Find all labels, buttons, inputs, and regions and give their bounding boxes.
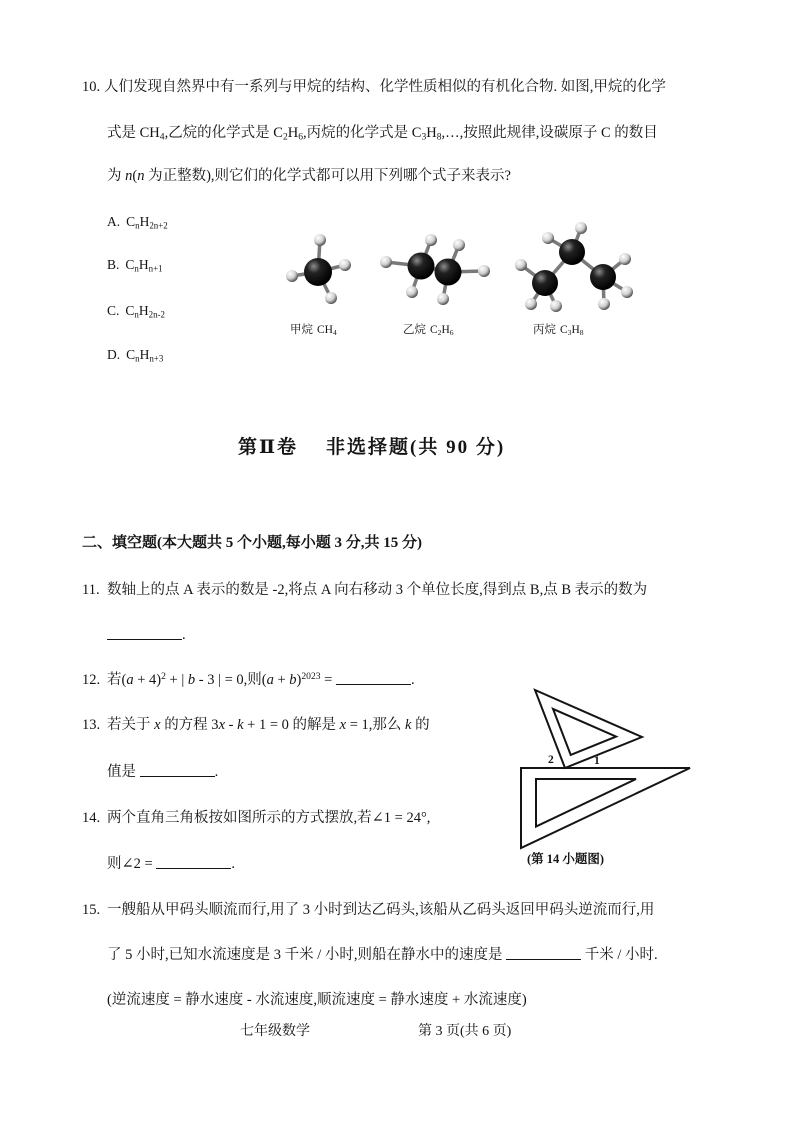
subscript: n bbox=[134, 309, 139, 320]
answer-blank bbox=[336, 670, 411, 685]
text-run: - bbox=[225, 717, 238, 733]
lower-set-square-hole bbox=[536, 779, 636, 827]
subscript: 2n+2 bbox=[149, 220, 168, 231]
carbon-atom bbox=[304, 258, 332, 286]
subscript: 8 bbox=[436, 131, 442, 143]
math-variable: k bbox=[405, 717, 412, 733]
q13-number: 13. bbox=[82, 717, 101, 733]
q10-line-2 bbox=[107, 123, 658, 143]
molecule-name: 甲烷 bbox=[290, 324, 313, 336]
q13-line-1 bbox=[107, 715, 430, 735]
carbon-atom bbox=[435, 259, 462, 286]
subscript: 6 bbox=[449, 328, 454, 338]
subscript: 6 bbox=[298, 131, 304, 143]
q12-text bbox=[107, 672, 336, 688]
q12-line-1 bbox=[107, 670, 415, 690]
superscript: 2023 bbox=[301, 671, 321, 683]
subscript: n+3 bbox=[149, 353, 164, 364]
subscript: 3 bbox=[421, 131, 427, 143]
q11-line-1: 数轴上的点 A 表示的数是 -2,将点 A 向右移动 3 个单位长度,得到点 B,点 B 表示的数为 bbox=[107, 582, 648, 598]
text-run: 为 bbox=[107, 168, 126, 184]
hydrogen-atom bbox=[380, 256, 392, 268]
hydrogen-atom bbox=[550, 300, 562, 312]
text-run: CH bbox=[317, 324, 333, 336]
q12-number: 12. bbox=[82, 672, 101, 688]
q14-line-2 bbox=[107, 854, 235, 874]
option-formula bbox=[125, 303, 165, 318]
lower-set-square bbox=[521, 768, 690, 848]
q13-text: 值是 bbox=[107, 764, 140, 780]
math-variable: b bbox=[187, 672, 196, 688]
subscript: n+1 bbox=[148, 263, 163, 274]
carbon-atom bbox=[590, 264, 616, 290]
q10-option-b bbox=[107, 255, 163, 275]
answer-blank bbox=[156, 854, 231, 869]
text-run: C bbox=[430, 324, 438, 336]
part-ii-heading bbox=[238, 435, 505, 461]
math-variable: n bbox=[137, 168, 145, 184]
text-run: C bbox=[560, 324, 568, 336]
carbon-atom bbox=[559, 239, 585, 265]
text-run: 的 bbox=[411, 717, 430, 733]
text-run: C bbox=[125, 257, 135, 272]
carbon-atom bbox=[532, 270, 558, 296]
text-run: 若( bbox=[107, 672, 127, 688]
q14-figure-caption: (第 14 小题图) bbox=[527, 852, 605, 866]
angle-1-label: 1 bbox=[594, 755, 600, 767]
q15-line-3: (逆流速度 = 静水速度 - 水流速度,顺流速度 = 静水速度 + 水流速度) bbox=[107, 992, 527, 1008]
carbon-atom bbox=[408, 253, 435, 280]
hydrogen-atom bbox=[286, 270, 298, 282]
hydrogen-atom bbox=[515, 259, 527, 271]
q14-line-1: 两个直角三角板按如图所示的方式摆放,若∠1 = 24°, bbox=[107, 810, 431, 826]
text-run: ( bbox=[132, 168, 138, 184]
molecule-formula bbox=[317, 324, 337, 336]
option-formula bbox=[126, 347, 163, 362]
hydrogen-atom bbox=[542, 232, 554, 244]
methane-model bbox=[286, 234, 351, 304]
hydrogen-atom bbox=[453, 239, 465, 251]
hydrogen-atom bbox=[478, 265, 490, 277]
text-run: C bbox=[126, 347, 136, 362]
option-letter: C. bbox=[107, 303, 120, 318]
math-variable: a bbox=[266, 672, 274, 688]
q10-option-a bbox=[107, 212, 168, 232]
text-run: = 1,那么 bbox=[346, 717, 406, 733]
subscript: n bbox=[135, 220, 140, 231]
subscript: 4 bbox=[332, 328, 337, 338]
q10-number: 10. bbox=[82, 79, 101, 95]
hydrogen-atom bbox=[575, 222, 587, 234]
text-run: H bbox=[138, 303, 149, 318]
footer-page-number: 第 3 页(共 6 页) bbox=[418, 1024, 512, 1039]
molecule-formula bbox=[560, 324, 584, 336]
q10-line-3 bbox=[107, 166, 511, 186]
subscript: 3 bbox=[567, 328, 572, 338]
text-run: C bbox=[126, 214, 136, 229]
q12-end: . bbox=[410, 672, 415, 688]
text-run: H bbox=[139, 347, 150, 362]
text-run: + 4) bbox=[133, 672, 162, 688]
answer-blank bbox=[506, 945, 581, 960]
option-letter: B. bbox=[107, 257, 120, 272]
math-variable: k bbox=[237, 717, 244, 733]
q11-line-2 bbox=[107, 625, 186, 645]
q14-number: 14. bbox=[82, 810, 101, 826]
hydrogen-atom bbox=[425, 234, 437, 246]
text-run: 为正整数),则它们的化学式都可以用下列哪个式子来表示? bbox=[144, 168, 511, 184]
hydrogen-atom bbox=[619, 253, 631, 265]
q15-line-1: 一艘船从甲码头顺流而行,用了 3 小时到达乙码头,该船从乙码头返回甲码头逆流而行,用 bbox=[107, 902, 655, 918]
q15-number: 15. bbox=[82, 902, 101, 918]
q10-option-d bbox=[107, 345, 163, 365]
hydrogen-atom bbox=[406, 286, 418, 298]
option-formula bbox=[126, 214, 168, 229]
answer-blank bbox=[107, 625, 182, 640]
ethane-model bbox=[380, 234, 490, 305]
molecule-formula bbox=[430, 324, 454, 336]
molecule-name: 乙烷 bbox=[403, 324, 426, 336]
q15-text: 了 5 小时,已知水流速度是 3 千米 / 小时,则船在静水中的速度是 bbox=[107, 947, 507, 963]
option-letter: D. bbox=[107, 347, 121, 362]
subscript: n bbox=[134, 263, 139, 274]
q13-end: . bbox=[214, 764, 219, 780]
hydrogen-atom bbox=[314, 234, 326, 246]
text-run: + bbox=[273, 672, 290, 688]
option-letter: A. bbox=[107, 214, 121, 229]
upper-set-square-hole bbox=[553, 709, 616, 755]
section-note: (本大题共 5 个小题,每小题 3 分,共 15 分) bbox=[157, 535, 423, 551]
subscript: 2 bbox=[282, 131, 288, 143]
propane-label bbox=[533, 321, 584, 339]
text-run: ) bbox=[296, 672, 302, 688]
text-run: H bbox=[138, 257, 149, 272]
angle-2-label: 2 bbox=[548, 754, 554, 766]
text-run: 的方程 3 bbox=[160, 717, 219, 733]
text-run: ,乙烷的化学式是 C bbox=[164, 125, 283, 141]
text-run: C bbox=[125, 303, 135, 318]
text-run: 若关于 bbox=[107, 717, 155, 733]
math-variable: x bbox=[339, 717, 347, 733]
hydrogen-atom bbox=[325, 292, 337, 304]
methane-label bbox=[290, 321, 337, 339]
text-run: H bbox=[287, 125, 299, 141]
q11-number: 11. bbox=[82, 582, 100, 598]
section-label: 二、填空题 bbox=[82, 535, 158, 551]
hydrogen-atom bbox=[525, 298, 537, 310]
text-run: + | bbox=[165, 672, 188, 688]
hydrogen-atom bbox=[339, 259, 351, 271]
hydrogen-atom bbox=[621, 286, 633, 298]
math-variable: x bbox=[218, 717, 225, 733]
q15-line-2 bbox=[107, 945, 658, 965]
math-variable: x bbox=[154, 717, 161, 733]
part-ii-title: 非选择题(共 90 分) bbox=[326, 437, 506, 458]
alkane-molecule-figure bbox=[270, 215, 650, 315]
subscript: 2 bbox=[437, 328, 442, 338]
q11-end: . bbox=[182, 627, 186, 643]
text-run: - 3 | = 0,则( bbox=[195, 672, 267, 688]
hydrogen-atom bbox=[598, 298, 610, 310]
subscript: 8 bbox=[579, 328, 584, 338]
text-run: ,…,按照此规律,设碳原子 C 的数目 bbox=[441, 125, 658, 141]
text-run: ,丙烷的化学式是 C bbox=[303, 125, 422, 141]
math-variable: a bbox=[126, 672, 134, 688]
footer-subject: 七年级数学 bbox=[240, 1024, 310, 1039]
text-run: H bbox=[426, 125, 437, 141]
ethane-label bbox=[403, 321, 454, 339]
hydrogen-atom bbox=[437, 293, 449, 305]
q10-line-1: 人们发现自然界中有一系列与甲烷的结构、化学性质相似的有机化合物. 如图,甲烷的化学 bbox=[104, 79, 666, 95]
part-ii-label: 第Ⅱ卷 bbox=[238, 437, 299, 458]
fill-in-section-heading bbox=[82, 533, 422, 553]
subscript: 2n-2 bbox=[148, 309, 165, 320]
subscript: 4 bbox=[159, 131, 165, 143]
text-run: H bbox=[441, 324, 450, 336]
math-variable: n bbox=[125, 168, 133, 184]
text-run: 式是 CH bbox=[107, 125, 160, 141]
set-squares-figure bbox=[510, 680, 700, 850]
molecule-name: 丙烷 bbox=[533, 324, 556, 336]
q15-unit: 千米 / 小时. bbox=[581, 947, 658, 963]
option-formula bbox=[125, 257, 162, 272]
propane-model bbox=[515, 222, 633, 312]
text-run: H bbox=[571, 324, 580, 336]
text-run: = bbox=[320, 672, 336, 688]
text-run: + 1 = 0 的解是 bbox=[243, 717, 340, 733]
text-run: H bbox=[139, 214, 150, 229]
q13-line-2 bbox=[107, 762, 218, 782]
superscript: 2 bbox=[161, 671, 166, 683]
q14-text: 则∠2 = bbox=[107, 856, 157, 872]
q14-end: . bbox=[231, 856, 235, 872]
subscript: n bbox=[135, 353, 140, 364]
answer-blank bbox=[140, 762, 215, 777]
math-variable: b bbox=[289, 672, 297, 688]
q10-option-c bbox=[107, 301, 165, 321]
